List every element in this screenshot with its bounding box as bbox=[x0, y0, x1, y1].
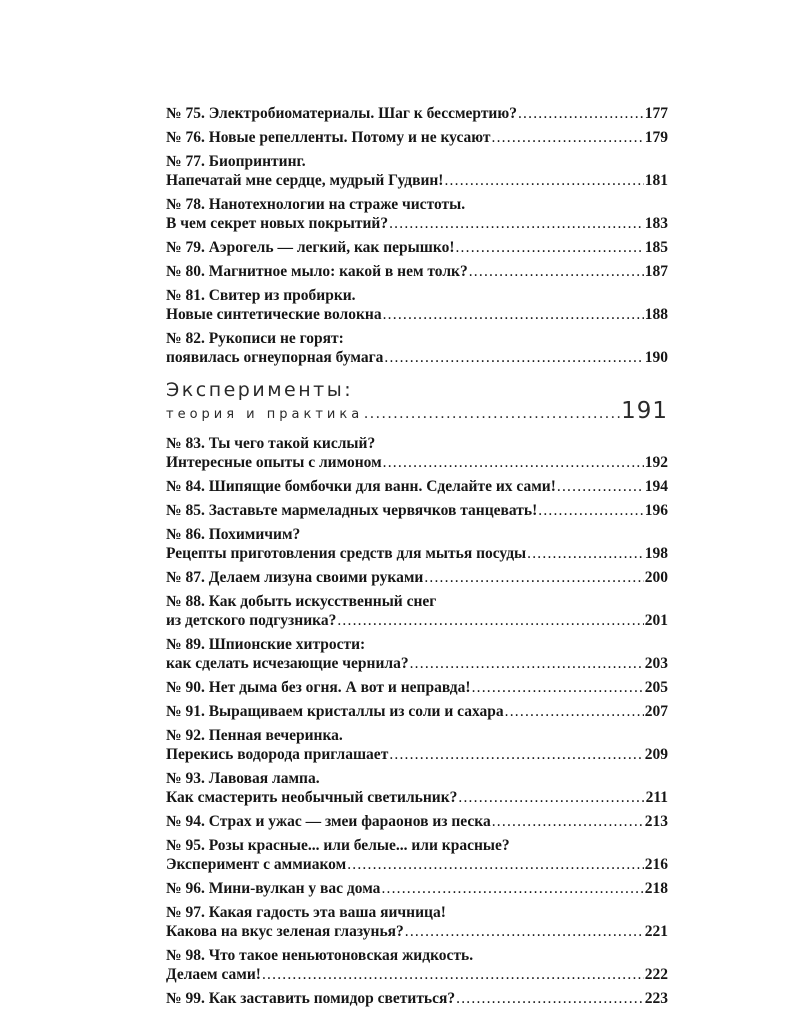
toc-entry-text: № 95. Розы красные... или белые... или красные? bbox=[166, 837, 510, 854]
toc-entry[interactable] bbox=[166, 726, 668, 764]
toc-entry-text: № 89. Шпионские хитрости: bbox=[166, 636, 366, 653]
toc-entry-line bbox=[166, 453, 668, 472]
toc-entry[interactable] bbox=[166, 104, 668, 123]
toc-entry-line bbox=[166, 214, 668, 233]
toc-entry[interactable] bbox=[166, 434, 668, 472]
toc-entry-text: № 80. Магнитное мыло: какой в нем толк? bbox=[166, 263, 468, 280]
dot-leader bbox=[389, 214, 644, 233]
toc-entry[interactable] bbox=[166, 128, 668, 147]
toc-entry[interactable] bbox=[166, 501, 668, 520]
table-of-contents bbox=[166, 104, 668, 1013]
toc-entry-text: № 79. Аэрогель — легкий, как перышко! bbox=[166, 239, 455, 256]
toc-entry-line bbox=[166, 836, 668, 855]
toc-page-number: 205 bbox=[644, 679, 668, 696]
toc-entry-text: Делаем сами! bbox=[166, 966, 261, 983]
toc-entry[interactable] bbox=[166, 262, 668, 281]
toc-group-2 bbox=[166, 434, 668, 1008]
dot-leader bbox=[456, 989, 644, 1008]
toc-entry-line bbox=[166, 262, 668, 281]
toc-entry[interactable] bbox=[166, 879, 668, 898]
toc-entry-text: № 91. Выращиваем кристаллы из соли и сахара bbox=[166, 703, 504, 720]
toc-entry-text: № 83. Ты чего такой кислый? bbox=[166, 435, 376, 452]
toc-entry-line bbox=[166, 195, 668, 214]
toc-entry[interactable] bbox=[166, 989, 668, 1008]
toc-entry[interactable] bbox=[166, 238, 668, 257]
toc-entry-text: № 96. Мини-вулкан у вас дома bbox=[166, 880, 381, 897]
toc-page-number: 200 bbox=[644, 569, 668, 586]
toc-entry-line bbox=[166, 745, 668, 764]
toc-entry-text: № 98. Что такое неньютоновская жидкость. bbox=[166, 947, 474, 964]
toc-page-number: 198 bbox=[644, 545, 668, 562]
toc-entry-line bbox=[166, 702, 668, 721]
toc-entry-line bbox=[166, 879, 668, 898]
toc-entry[interactable] bbox=[166, 152, 668, 190]
toc-entry-line bbox=[166, 726, 668, 745]
toc-entry-text: Интересные опыты с лимоном bbox=[166, 454, 382, 471]
dot-leader bbox=[455, 238, 643, 257]
toc-entry-text: № 85. Заставьте мармеладных червячков танцевать! bbox=[166, 502, 538, 519]
dot-leader bbox=[492, 812, 644, 831]
toc-entry[interactable] bbox=[166, 903, 668, 941]
toc-entry[interactable] bbox=[166, 286, 668, 324]
toc-entry[interactable] bbox=[166, 678, 668, 697]
toc-page-number: 181 bbox=[644, 172, 668, 189]
dot-leader bbox=[458, 788, 644, 807]
toc-page-number: 221 bbox=[644, 923, 668, 940]
toc-entry-line bbox=[166, 477, 668, 496]
toc-entry-text: № 78. Нанотехнологии на страже чистоты. bbox=[166, 196, 466, 213]
toc-page-number: 209 bbox=[644, 746, 668, 763]
section-subtitle: теория и практика bbox=[166, 407, 364, 422]
toc-group-1 bbox=[166, 104, 668, 367]
section-title: Эксперименты: bbox=[166, 379, 354, 401]
toc-entry-line bbox=[166, 525, 668, 544]
toc-entry-text: № 92. Пенная вечеринка. bbox=[166, 727, 343, 744]
toc-page-number: 177 bbox=[644, 105, 668, 122]
toc-entry-text: Напечатай мне сердце, мудрый Гудвин! bbox=[166, 172, 444, 189]
toc-entry[interactable] bbox=[166, 836, 668, 874]
toc-entry-line bbox=[166, 171, 668, 190]
toc-page-number: 194 bbox=[644, 478, 668, 495]
toc-page-number: 213 bbox=[644, 813, 668, 830]
dot-leader bbox=[538, 501, 644, 520]
dot-leader bbox=[381, 879, 643, 898]
toc-entry-text: В чем секрет новых покрытий? bbox=[166, 215, 389, 232]
toc-page-number: 183 bbox=[644, 215, 668, 232]
section-subtitle-line bbox=[166, 398, 668, 425]
toc-entry[interactable] bbox=[166, 946, 668, 984]
dot-leader bbox=[262, 965, 644, 984]
dot-leader bbox=[337, 611, 643, 630]
toc-entry-text: № 93. Лавовая лампа. bbox=[166, 770, 320, 787]
toc-page-number: 187 bbox=[644, 263, 668, 280]
toc-entry[interactable] bbox=[166, 195, 668, 233]
toc-entry-text: Перекись водорода приглашает bbox=[166, 746, 389, 763]
toc-entry-text: № 77. Биопринтинг. bbox=[166, 153, 306, 170]
dot-leader bbox=[424, 568, 643, 587]
toc-entry-line bbox=[166, 104, 668, 123]
toc-entry-line bbox=[166, 152, 668, 171]
toc-entry[interactable] bbox=[166, 702, 668, 721]
toc-entry-text: № 94. Страх и ужас — змеи фараонов из песка bbox=[166, 813, 491, 830]
toc-entry-text: Как смастерить необычный светильник? bbox=[166, 789, 458, 806]
toc-entry-text: Рецепты приготовления средств для мытья посуды bbox=[166, 545, 527, 562]
toc-entry[interactable] bbox=[166, 592, 668, 630]
toc-entry[interactable] bbox=[166, 329, 668, 367]
dot-leader bbox=[383, 305, 644, 324]
toc-entry-line bbox=[166, 946, 668, 965]
dot-leader bbox=[444, 171, 643, 190]
toc-entry-text: № 90. Нет дыма без огня. А вот и неправда! bbox=[166, 679, 471, 696]
dot-leader bbox=[527, 544, 644, 563]
toc-entry-text: появилась огнеупорная бумага bbox=[166, 349, 384, 366]
toc-entry[interactable] bbox=[166, 769, 668, 807]
toc-entry-line bbox=[166, 568, 668, 587]
dot-leader bbox=[557, 477, 644, 496]
toc-entry[interactable] bbox=[166, 477, 668, 496]
dot-leader bbox=[518, 104, 644, 123]
toc-entry-line bbox=[166, 989, 668, 1008]
toc-entry-text: № 88. Как добыть искусственный снег bbox=[166, 593, 437, 610]
toc-entry-line bbox=[166, 348, 668, 367]
dot-leader bbox=[505, 702, 644, 721]
toc-entry-text: как сделать исчезающие чернила? bbox=[166, 655, 409, 672]
toc-page-number: 196 bbox=[644, 502, 668, 519]
toc-entry-text: № 75. Электробиоматериалы. Шаг к бессмертию? bbox=[166, 105, 517, 122]
toc-entry-line bbox=[166, 238, 668, 257]
toc-entry-text: № 99. Как заставить помидор светиться? bbox=[166, 990, 456, 1007]
toc-entry-line bbox=[166, 501, 668, 520]
toc-entry-text: № 84. Шипящие бомбочки для ванн. Сделайте их сами! bbox=[166, 478, 556, 495]
toc-entry-line bbox=[166, 855, 668, 874]
toc-entry-text: № 82. Рукописи не горят: bbox=[166, 330, 344, 347]
toc-entry-text: № 81. Свитер из пробирки. bbox=[166, 287, 356, 304]
toc-entry-line bbox=[166, 128, 668, 147]
dot-leader bbox=[383, 453, 644, 472]
toc-page-number: 223 bbox=[644, 990, 668, 1007]
toc-page-number: 222 bbox=[644, 966, 668, 983]
toc-entry-line bbox=[166, 635, 668, 654]
toc-entry-text: № 97. Какая гадость эта ваша яичница! bbox=[166, 904, 446, 921]
toc-entry-text: № 87. Делаем лизуна своими руками bbox=[166, 569, 424, 586]
toc-page-number: 216 bbox=[644, 856, 668, 873]
toc-entry-line bbox=[166, 654, 668, 673]
toc-entry-text: № 86. Похимичим? bbox=[166, 526, 301, 543]
toc-page-number: 201 bbox=[644, 612, 668, 629]
toc-entry-line bbox=[166, 329, 668, 348]
toc-entry-line bbox=[166, 544, 668, 563]
toc-page-number: 188 bbox=[644, 306, 668, 323]
toc-entry[interactable] bbox=[166, 525, 668, 563]
toc-entry-line bbox=[166, 678, 668, 697]
toc-page-number: 179 bbox=[644, 129, 668, 146]
dot-leader bbox=[410, 654, 644, 673]
toc-entry-text: из детского подгузника? bbox=[166, 612, 337, 629]
dot-leader bbox=[347, 855, 644, 874]
dot-leader bbox=[405, 922, 644, 941]
toc-page-number: 192 bbox=[644, 454, 668, 471]
toc-entry-line bbox=[166, 611, 668, 630]
toc-entry-line bbox=[166, 965, 668, 984]
toc-page-number: 207 bbox=[644, 703, 668, 720]
toc-page-number: 218 bbox=[644, 880, 668, 897]
toc-entry-line bbox=[166, 305, 668, 324]
dot-leader bbox=[469, 262, 644, 281]
toc-page-number: 190 bbox=[644, 349, 668, 366]
dot-leader bbox=[364, 403, 620, 424]
toc-entry-line bbox=[166, 903, 668, 922]
toc-entry-text: № 76. Новые репелленты. Потому и не кусают bbox=[166, 129, 491, 146]
dot-leader bbox=[389, 745, 643, 764]
dot-leader bbox=[492, 128, 644, 147]
toc-entry[interactable] bbox=[166, 635, 668, 673]
dot-leader bbox=[472, 678, 644, 697]
toc-entry-line bbox=[166, 812, 668, 831]
dot-leader bbox=[384, 348, 643, 367]
toc-entry-line bbox=[166, 592, 668, 611]
toc-entry[interactable] bbox=[166, 568, 668, 587]
toc-entry-line bbox=[166, 769, 668, 788]
section-heading bbox=[166, 380, 668, 425]
toc-entry-line bbox=[166, 286, 668, 305]
toc-entry[interactable] bbox=[166, 812, 668, 831]
toc-entry-text: Новые синтетические волокна bbox=[166, 306, 382, 323]
toc-page-number: 203 bbox=[644, 655, 668, 672]
toc-entry-line bbox=[166, 788, 668, 807]
section-page-number: 191 bbox=[621, 398, 668, 424]
toc-entry-text: Какова на вкус зеленая глазунья? bbox=[166, 923, 404, 940]
toc-entry-line bbox=[166, 434, 668, 453]
toc-entry-text: Эксперимент с аммиаком bbox=[166, 856, 347, 873]
toc-entry-line bbox=[166, 922, 668, 941]
toc-page-number: 185 bbox=[644, 239, 668, 256]
toc-page-number: 211 bbox=[645, 789, 668, 806]
